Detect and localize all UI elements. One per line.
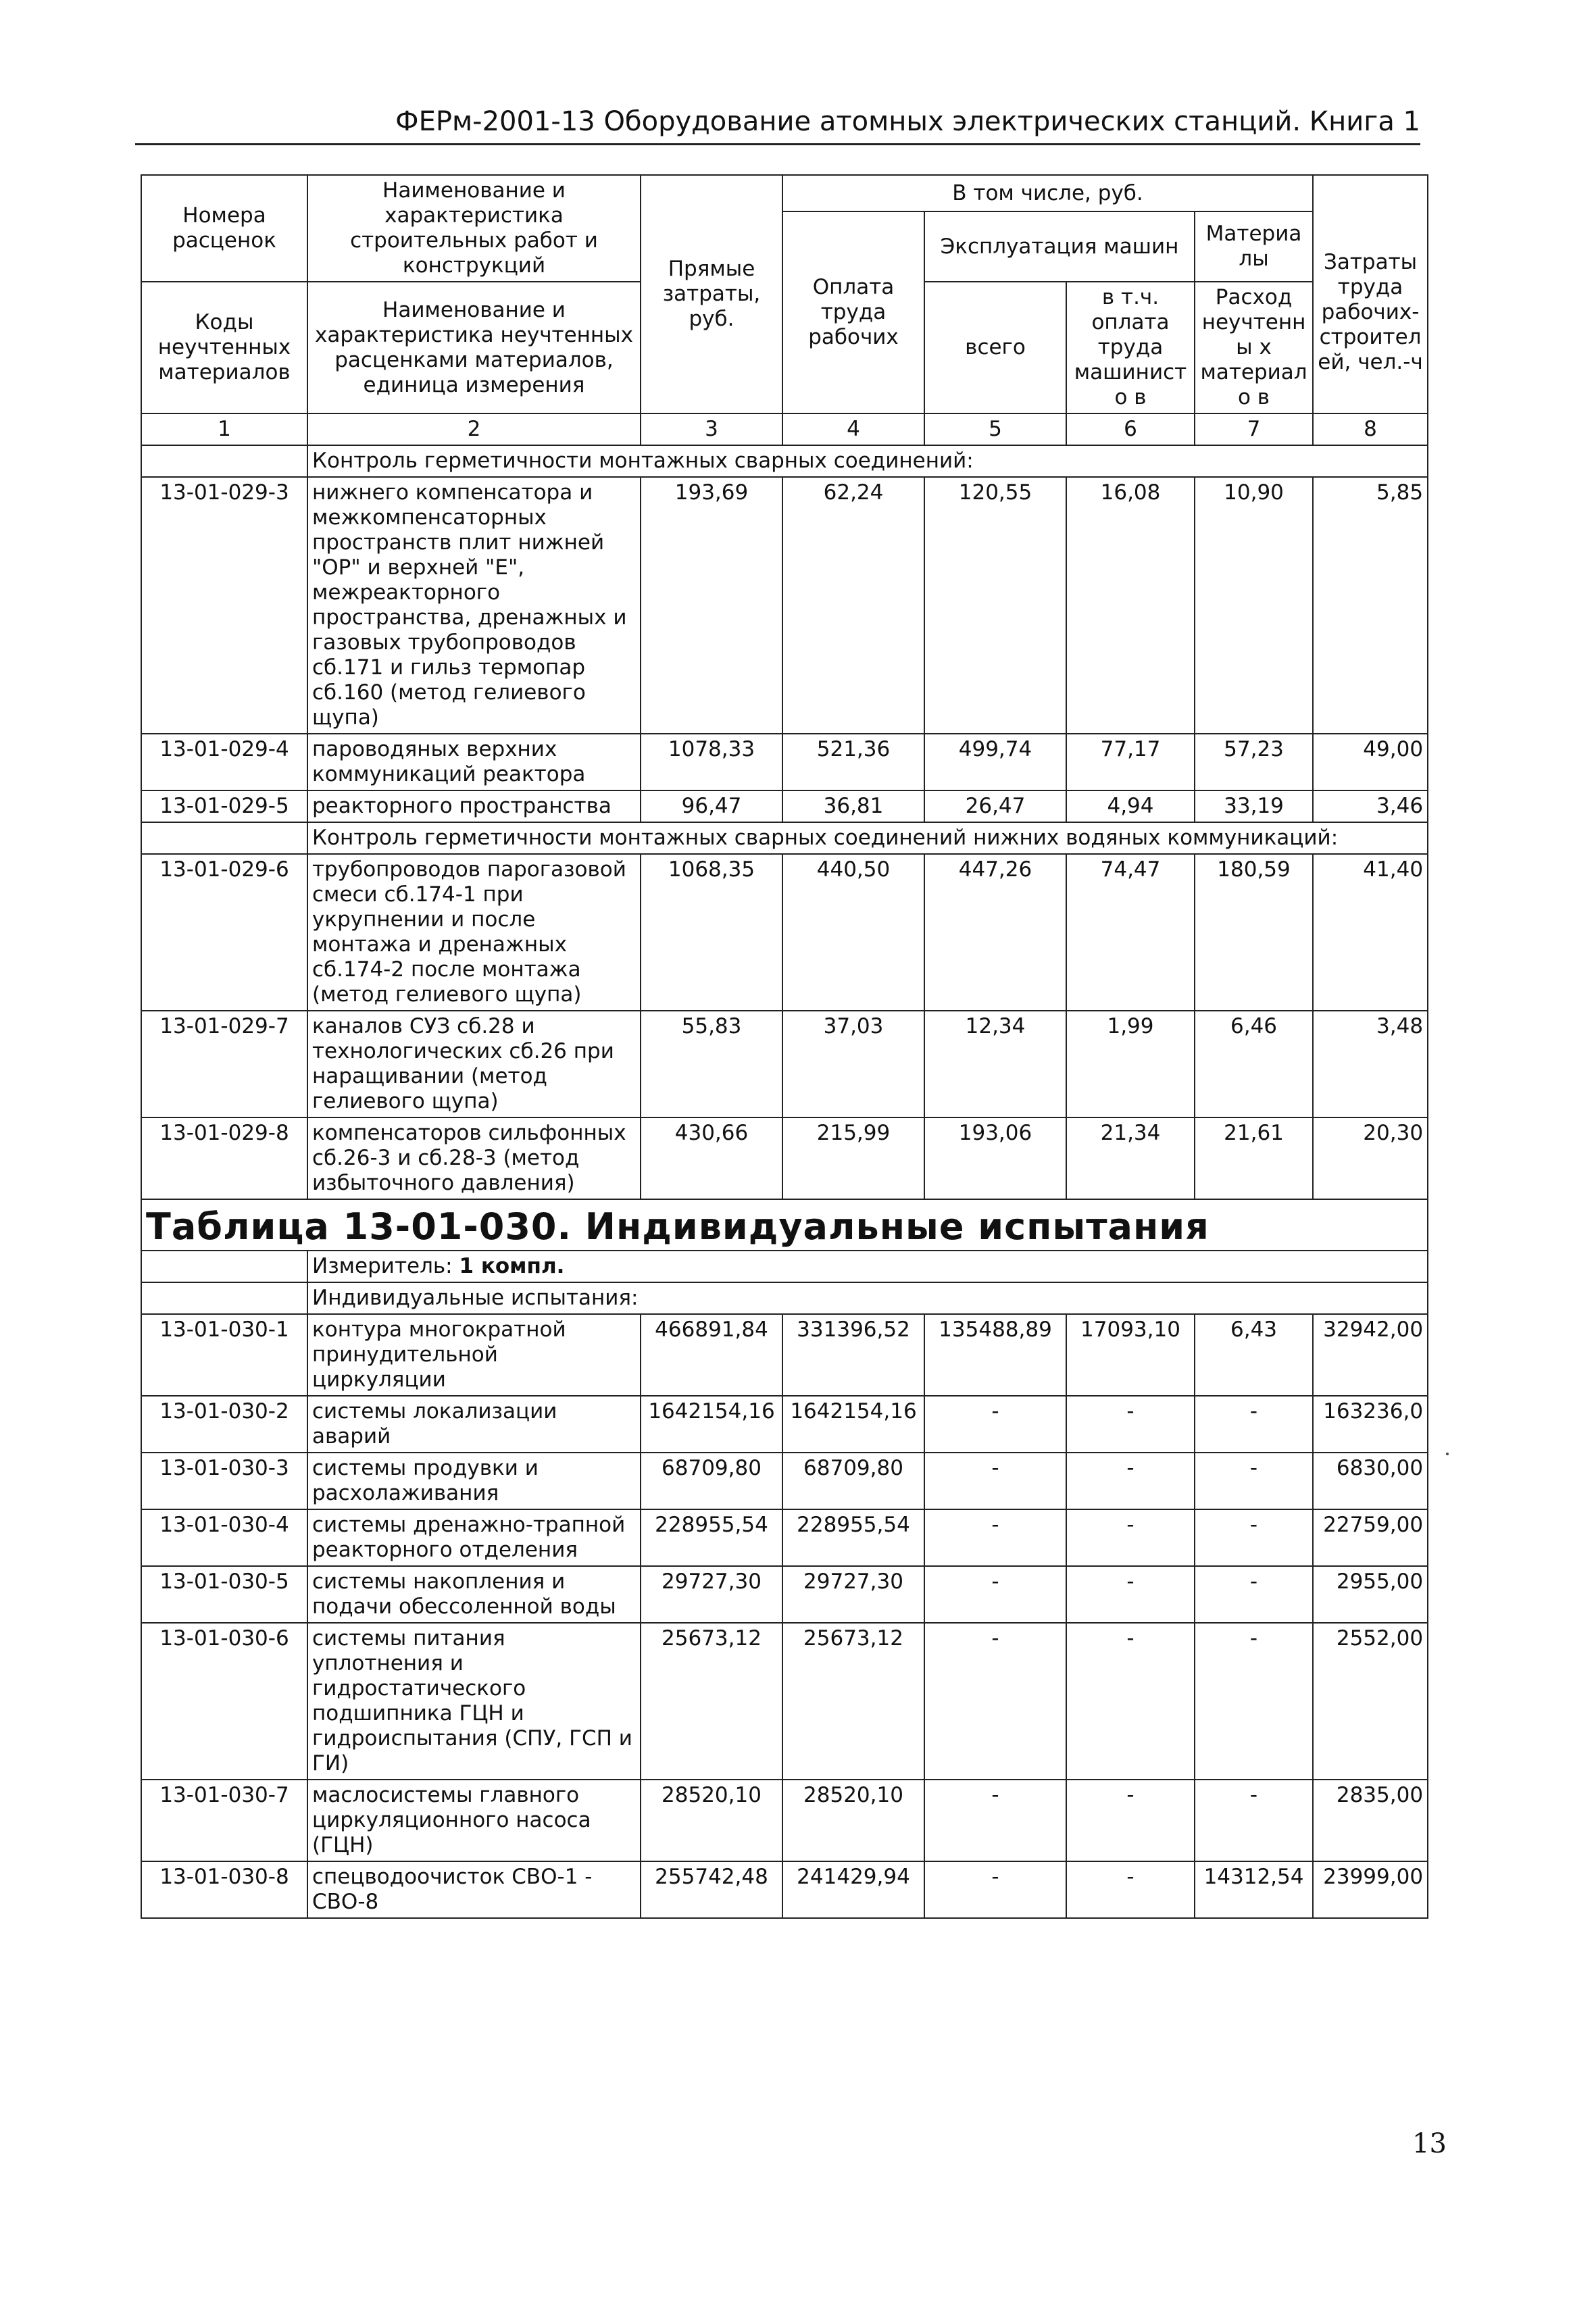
machinist-wages: - [1066, 1509, 1195, 1566]
work-name: каналов СУЗ сб.28 и технологических сб.26 при наращивании (метод гелиевого щупа) [307, 1011, 641, 1117]
measure-value: 1 компл. [459, 1254, 565, 1278]
table-row [141, 1396, 1428, 1453]
machinist-wages: 1,99 [1066, 1011, 1195, 1117]
column-number: 2 [307, 413, 641, 445]
materials-consumption: - [1195, 1396, 1313, 1453]
work-name: реакторного пространства [307, 790, 641, 822]
wages: 521,36 [782, 734, 924, 790]
group-b [141, 854, 1428, 1199]
wages: 331396,52 [782, 1314, 924, 1396]
wages: 28520,10 [782, 1780, 924, 1861]
direct-costs: 28520,10 [641, 1780, 782, 1861]
rate-code: 13-01-030-8 [141, 1861, 307, 1918]
direct-costs: 430,66 [641, 1117, 782, 1199]
work-name: компенсаторов сильфонных сб.26-3 и сб.28-3 (метод избыточного давления) [307, 1117, 641, 1199]
direct-costs: 55,83 [641, 1011, 782, 1117]
direct-costs: 228955,54 [641, 1509, 782, 1566]
measure-unit [307, 1251, 1428, 1282]
direct-costs: 68709,80 [641, 1453, 782, 1509]
header-machines: Эксплуатация машин [924, 211, 1195, 282]
direct-costs: 1078,33 [641, 734, 782, 790]
header-direct-costs: Прямые затраты, руб. [641, 175, 782, 413]
materials-consumption: 33,19 [1195, 790, 1313, 822]
work-name: трубопроводов парогазовой смеси сб.174-1 при укрупнении и после монтажа и дренажных сб.174-2 после монтажа (метод гелиевого щупа) [307, 854, 641, 1011]
labor-costs: 2835,00 [1313, 1780, 1428, 1861]
labor-costs: 2552,00 [1313, 1623, 1428, 1780]
machines-total: - [924, 1623, 1066, 1780]
wages: 228955,54 [782, 1509, 924, 1566]
machinist-wages: 21,34 [1066, 1117, 1195, 1199]
direct-costs: 29727,30 [641, 1566, 782, 1623]
table-row [141, 1117, 1428, 1199]
work-name: пароводяных верхних коммуникаций реактора [307, 734, 641, 790]
machines-total: - [924, 1396, 1066, 1453]
labor-costs: 163236,0 [1313, 1396, 1428, 1453]
column-number: 6 [1066, 413, 1195, 445]
machinist-wages: 17093,10 [1066, 1314, 1195, 1396]
machines-total: 499,74 [924, 734, 1066, 790]
header-machines-total: всего [924, 282, 1066, 413]
machinist-wages: - [1066, 1861, 1195, 1918]
materials-consumption: 57,23 [1195, 734, 1313, 790]
rate-code: 13-01-029-3 [141, 477, 307, 734]
column-number: 1 [141, 413, 307, 445]
machines-total: 135488,89 [924, 1314, 1066, 1396]
wages: 440,50 [782, 854, 924, 1011]
machinist-wages: - [1066, 1566, 1195, 1623]
work-name: нижнего компенсатора и межкомпенсаторных пространств плит нижней "ОР" и верхней "Е", межреакторного пространства, дренажных и газовых трубопроводов сб.171 и гильз термопар сб.160 (метод гелиевого щупа) [307, 477, 641, 734]
machinist-wages: - [1066, 1780, 1195, 1861]
measure-row [141, 1251, 1428, 1282]
labor-costs: 41,40 [1313, 854, 1428, 1011]
materials-consumption: - [1195, 1509, 1313, 1566]
direct-costs: 466891,84 [641, 1314, 782, 1396]
group-c [141, 1314, 1428, 1918]
rate-code: 13-01-029-7 [141, 1011, 307, 1117]
machines-total: - [924, 1509, 1066, 1566]
machinist-wages: - [1066, 1623, 1195, 1780]
wages: 29727,30 [782, 1566, 924, 1623]
labor-costs: 32942,00 [1313, 1314, 1428, 1396]
rate-code: 13-01-030-5 [141, 1566, 307, 1623]
header-codes-top: Номера расценок [141, 175, 307, 282]
rate-code: 13-01-030-3 [141, 1453, 307, 1509]
table-row [141, 1011, 1428, 1117]
rate-code: 13-01-029-5 [141, 790, 307, 822]
header-codes-bottom: Коды неучтенных материалов [141, 282, 307, 413]
table-row [141, 1566, 1428, 1623]
work-name: системы продувки и расхолаживания [307, 1453, 641, 1509]
section-heading: Контроль герметичности монтажных сварных соединений: [307, 445, 1428, 477]
work-name: контура многократной принудительной циркуляции [307, 1314, 641, 1396]
table-row [141, 1314, 1428, 1396]
labor-costs: 20,30 [1313, 1117, 1428, 1199]
wages: 37,03 [782, 1011, 924, 1117]
page-number: 13 [1412, 2128, 1447, 2159]
wages: 241429,94 [782, 1861, 924, 1918]
header-labor: Затраты труда рабочих-строител ей, чел.-ч [1313, 211, 1428, 413]
machinist-wages: - [1066, 1453, 1195, 1509]
labor-costs: 6830,00 [1313, 1453, 1428, 1509]
machines-total: 120,55 [924, 477, 1066, 734]
wages: 215,99 [782, 1117, 924, 1199]
materials-consumption: 6,43 [1195, 1314, 1313, 1396]
header-wages: Оплата труда рабочих [782, 211, 924, 413]
section-row [141, 1282, 1428, 1314]
labor-costs: 3,48 [1313, 1011, 1428, 1117]
table-row [141, 1453, 1428, 1509]
rates-table [141, 174, 1428, 1919]
direct-costs: 96,47 [641, 790, 782, 822]
header-materials: Материалы [1195, 211, 1313, 282]
wages: 62,24 [782, 477, 924, 734]
header-name-bottom: Наименование и характеристика неучтенных расценками материалов, единица измерения [307, 282, 641, 413]
machines-total: 193,06 [924, 1117, 1066, 1199]
direct-costs: 25673,12 [641, 1623, 782, 1780]
table-row [141, 734, 1428, 790]
header-including: В том числе, руб. [782, 175, 1313, 211]
column-number: 3 [641, 413, 782, 445]
labor-costs: 5,85 [1313, 477, 1428, 734]
machines-total: - [924, 1453, 1066, 1509]
column-number: 7 [1195, 413, 1313, 445]
measure-label: Измеритель: [312, 1254, 453, 1278]
header-name-top: Наименование и характеристика строительных работ и конструкций [307, 175, 641, 282]
header-machinist-wages: в т.ч. оплата труда машинисто в [1066, 282, 1195, 413]
table-title: Таблица 13-01-030. Индивидуальные испытания [141, 1199, 1428, 1251]
section-heading: Индивидуальные испытания: [307, 1282, 1428, 1314]
labor-costs: 22759,00 [1313, 1509, 1428, 1566]
materials-consumption: - [1195, 1623, 1313, 1780]
rate-code: 13-01-029-8 [141, 1117, 307, 1199]
materials-consumption: 10,90 [1195, 477, 1313, 734]
machines-total: - [924, 1861, 1066, 1918]
table-row [141, 1861, 1428, 1918]
materials-consumption: - [1195, 1780, 1313, 1861]
labor-costs: 3,46 [1313, 790, 1428, 822]
page-header [135, 101, 1420, 145]
direct-costs: 193,69 [641, 477, 782, 734]
materials-consumption: 6,46 [1195, 1011, 1313, 1117]
rate-code: 13-01-030-1 [141, 1314, 307, 1396]
machinist-wages: 4,94 [1066, 790, 1195, 822]
section-row [141, 445, 1428, 477]
materials-consumption: - [1195, 1453, 1313, 1509]
column-number: 4 [782, 413, 924, 445]
work-name: маслосистемы главного циркуляционного насоса (ГЦН) [307, 1780, 641, 1861]
machinist-wages: 74,47 [1066, 854, 1195, 1011]
table-row [141, 854, 1428, 1011]
wages: 68709,80 [782, 1453, 924, 1509]
labor-costs: 49,00 [1313, 734, 1428, 790]
header-materials-consumption: Расход неучтенны х материало в [1195, 282, 1313, 413]
rate-code: 13-01-029-4 [141, 734, 307, 790]
rate-code: 13-01-029-6 [141, 854, 307, 1011]
machines-total: 12,34 [924, 1011, 1066, 1117]
work-name: спецводоочисток СВО-1 - СВО-8 [307, 1861, 641, 1918]
document-title: ФЕРм-2001-13 Оборудование атомных электрических станций. Книга 1 [395, 106, 1420, 137]
table-row [141, 477, 1428, 734]
work-name: системы накопления и подачи обессоленной воды [307, 1566, 641, 1623]
labor-costs: 2955,00 [1313, 1566, 1428, 1623]
wages: 25673,12 [782, 1623, 924, 1780]
scan-speck [1446, 1453, 1449, 1455]
machinist-wages: 16,08 [1066, 477, 1195, 734]
direct-costs: 1068,35 [641, 854, 782, 1011]
section-row [141, 822, 1428, 854]
machines-total: 26,47 [924, 790, 1066, 822]
direct-costs: 1642154,16 [641, 1396, 782, 1453]
column-number: 5 [924, 413, 1066, 445]
materials-consumption: 180,59 [1195, 854, 1313, 1011]
machinist-wages: - [1066, 1396, 1195, 1453]
rate-code: 13-01-030-2 [141, 1396, 307, 1453]
column-number: 8 [1313, 413, 1428, 445]
direct-costs: 255742,48 [641, 1861, 782, 1918]
materials-consumption: - [1195, 1566, 1313, 1623]
work-name: системы дренажно-трапной реакторного отделения [307, 1509, 641, 1566]
table-row [141, 1780, 1428, 1861]
table-title-row [141, 1199, 1428, 1251]
table-row [141, 1623, 1428, 1780]
materials-consumption: 14312,54 [1195, 1861, 1313, 1918]
work-name: системы питания уплотнения и гидростатического подшипника ГЦН и гидроиспытания (СПУ, ГСП и ГИ) [307, 1623, 641, 1780]
machines-total: 447,26 [924, 854, 1066, 1011]
table-row [141, 1509, 1428, 1566]
section-heading: Контроль герметичности монтажных сварных соединений нижних водяных коммуникаций: [307, 822, 1428, 854]
labor-costs: 23999,00 [1313, 1861, 1428, 1918]
table-row [141, 790, 1428, 822]
wages: 36,81 [782, 790, 924, 822]
materials-consumption: 21,61 [1195, 1117, 1313, 1199]
machinist-wages: 77,17 [1066, 734, 1195, 790]
machines-total: - [924, 1566, 1066, 1623]
rate-code: 13-01-030-7 [141, 1780, 307, 1861]
wages: 1642154,16 [782, 1396, 924, 1453]
work-name: системы локализации аварий [307, 1396, 641, 1453]
group-a [141, 477, 1428, 822]
rate-code: 13-01-030-6 [141, 1623, 307, 1780]
machines-total: - [924, 1780, 1066, 1861]
rate-code: 13-01-030-4 [141, 1509, 307, 1566]
